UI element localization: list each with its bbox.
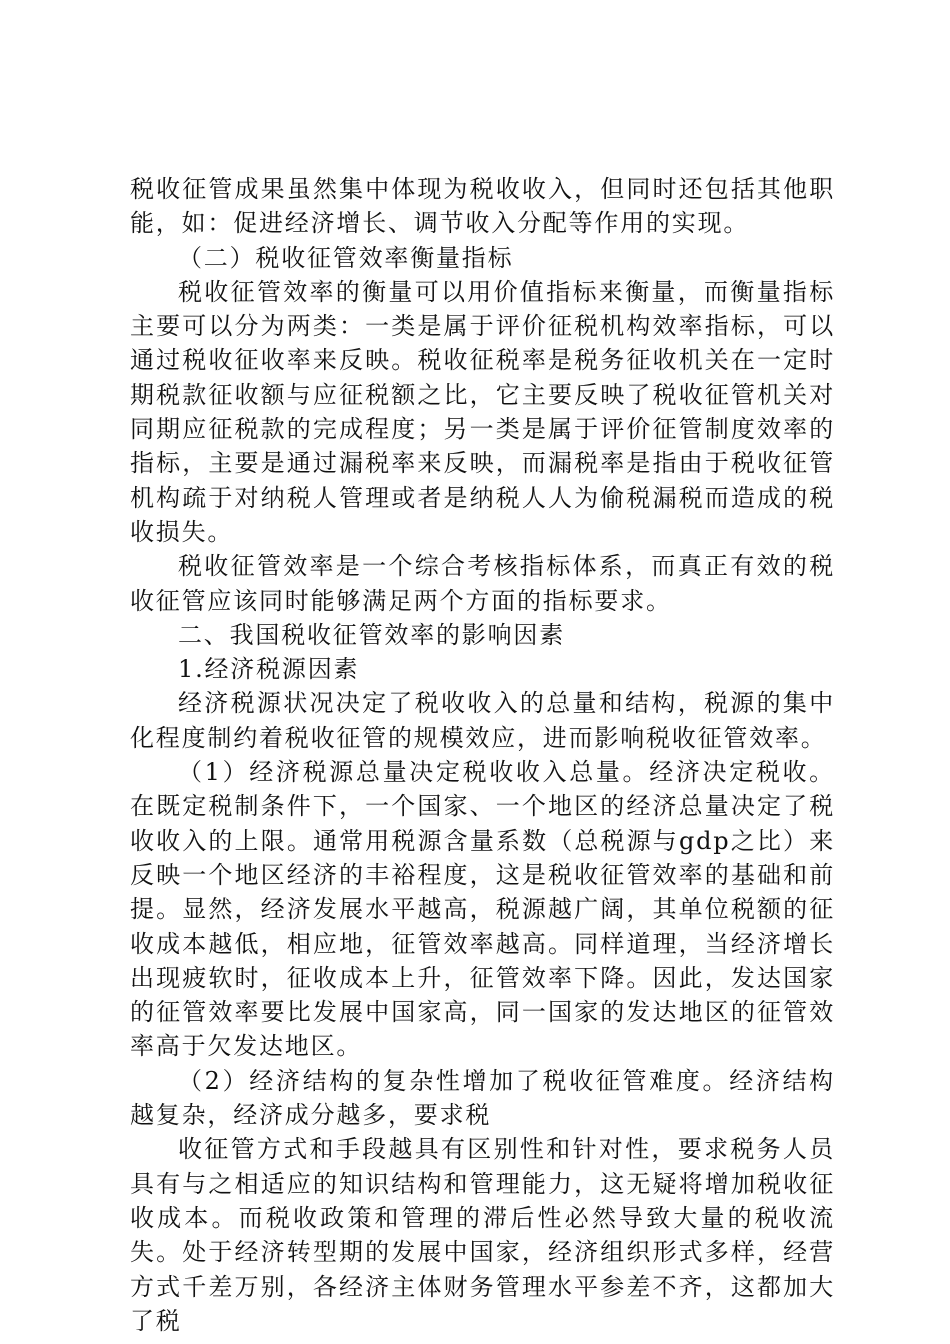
paragraph-point-2-continued: 收征管方式和手段越具有区别性和针对性，要求税务人员具有与之相适应的知识结构和管理能力，这无疑将增加税收征收成本。而税收政策和管理的滞后性必然导致大量的税收流失。处于经济转型期的发展中国家，经济组织形式多样，经营方式千差万别，各经济主体财务管理水平参差不齐，这都加大了税 <box>130 1135 835 1335</box>
paragraph-indicator-system: 税收征管效率是一个综合考核指标体系，而真正有效的税收征管应该同时能够满足两个方面的指标要求。 <box>130 552 835 615</box>
paragraph-measurement: 税收征管效率的衡量可以用价值指标来衡量，而衡量指标主要可以分为两类：一类是属于评价征税机构效率指标，可以通过税收征收率来反映。税收征税率是税务征收机关在一定时期税款征收额与应征税额之比，它主要反映了税收征管机关对同期应征税款的完成程度；另一类是属于评价征管制度效率的指标，主要是通过漏税率来反映，而漏税率是指由于税收征管机构疏于对纳税人管理或者是纳税人人为偷税漏税而造成的税收损失。 <box>130 277 835 546</box>
paragraph-tax-source-status: 经济税源状况决定了税收收入的总量和结构，税源的集中化程度制约着税收征管的规模效应，进而影响税收征管效率。 <box>130 689 835 752</box>
section-heading-influencing-factors: 二、我国税收征管效率的影响因素 <box>178 620 565 649</box>
paragraph-point-1: （1）经济税源总量决定税收收入总量。经济决定税收。在既定税制条件下，一个国家、一个地区的经济总量决定了税收收入的上限。通常用税源含量系数（总税源与gdp之比）来反映一个地区经济的丰裕程度，这是税收征管效率的基础和前提。显然，经济发展水平越高，税源越广阔，其单位税额的征收成本越低，相应地，征管效率越高。同样道理，当经济增长出现疲软时，征收成本上升，征管效率下降。因此，发达国家的征管效率要比发展中国家高，同一国家的发达地区的征管效率高于欠发达地区。 <box>130 758 835 1061</box>
paragraph-continuation: 税收征管成果虽然集中体现为税收收入，但同时还包括其他职能，如：促进经济增长、调节收入分配等作用的实现。 <box>130 175 835 238</box>
subsection-heading-economic-tax-source: 1.经济税源因素 <box>178 655 360 684</box>
paragraph-point-2: （2）经济结构的复杂性增加了税收征管难度。经济结构越复杂，经济成分越多，要求税 <box>130 1066 835 1130</box>
section-heading-measurement-indicators: （二）税收征管效率衡量指标 <box>178 243 514 272</box>
document-body <box>130 172 835 1338</box>
